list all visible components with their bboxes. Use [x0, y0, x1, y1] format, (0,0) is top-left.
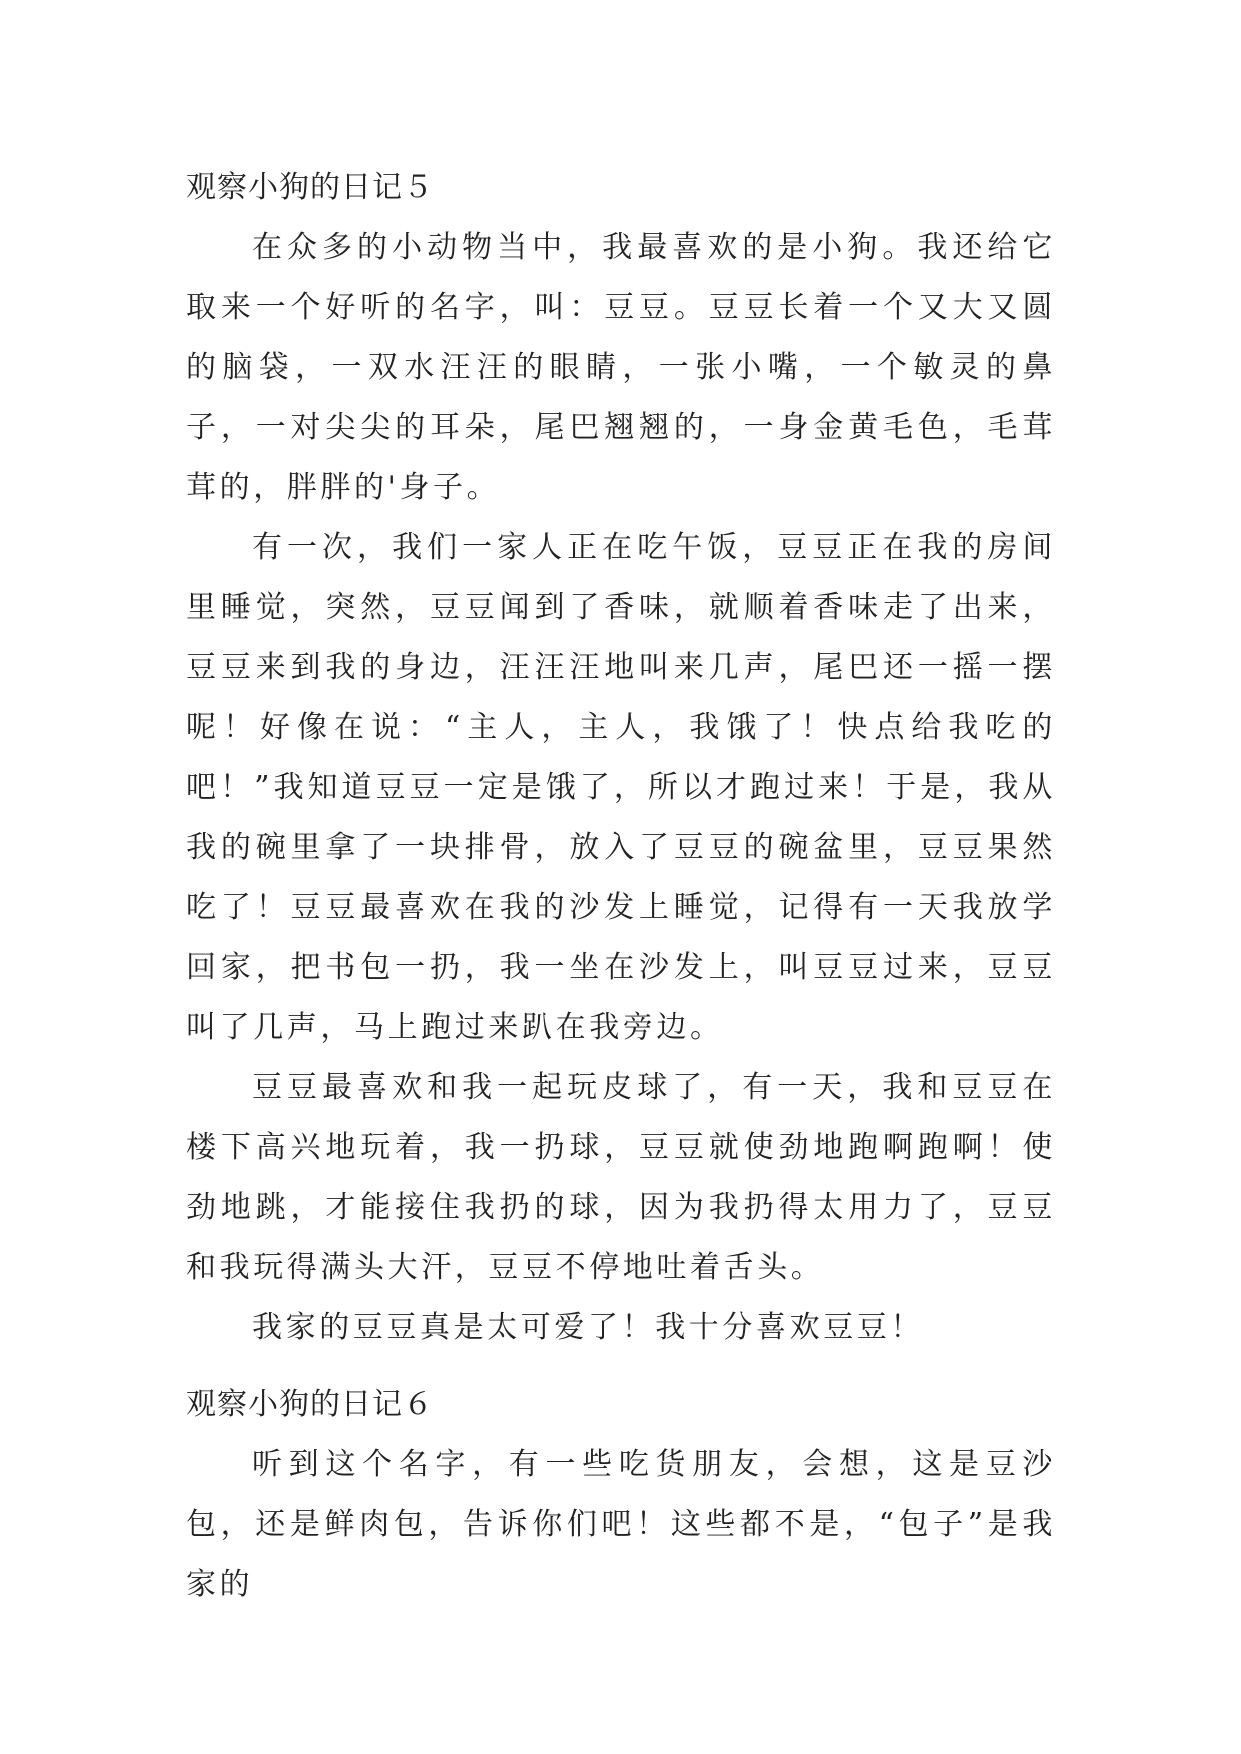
entry-title: 观察小狗的日记５: [186, 170, 434, 205]
diary-entry-6: [186, 1375, 1056, 1615]
paragraph: 有一次，我们一家人正在吃午饭，豆豆正在我的房间里睡觉，突然，豆豆闻到了香味，就顺着香味走了出来，豆豆来到我的身边，汪汪汪地叫来几声，尾巴还一摇一摆呢！好像在说：“主人，主人，我饿了！快点给我吃的吧！”我知道豆豆一定是饿了，所以才跑过来！于是，我从我的碗里拿了一块排骨，放入了豆豆的碗盆里，豆豆果然吃了！豆豆最喜欢在我的沙发上睡觉，记得有一天我放学回家，把书包一扔，我一坐在沙发上，叫豆豆过来，豆豆叫了几声，马上跑过来趴在我旁边。: [186, 530, 1056, 1045]
paragraph: 听到这个名字，有一些吃货朋友，会想，这是豆沙包，还是鲜肉包，告诉你们吧！这些都不是，“包子”是我家的: [186, 1447, 1056, 1602]
paragraph: 在众多的小动物当中，我最喜欢的是小狗。我还给它取来一个好听的名字，叫：豆豆。豆豆长着一个又大又圆的脑袋，一双水汪汪的眼睛，一张小嘴，一个敏灵的鼻子，一对尖尖的耳朵，尾巴翘翘的，一身金黄毛色，毛茸茸的，胖胖的'身子。: [186, 230, 1056, 505]
paragraph: 我家的豆豆真是太可爱了！我十分喜欢豆豆！: [252, 1310, 924, 1345]
entry-title: 观察小狗的日记６: [186, 1387, 434, 1422]
diary-entry-5: [186, 158, 1056, 1358]
paragraph: 豆豆最喜欢和我一起玩皮球了，有一天，我和豆豆在楼下高兴地玩着，我一扔球，豆豆就使劲地跑啊跑啊！使劲地跳，才能接住我扔的球，因为我扔得太用力了，豆豆和我玩得满头大汗，豆豆不停地吐着舌头。: [186, 1070, 1056, 1285]
